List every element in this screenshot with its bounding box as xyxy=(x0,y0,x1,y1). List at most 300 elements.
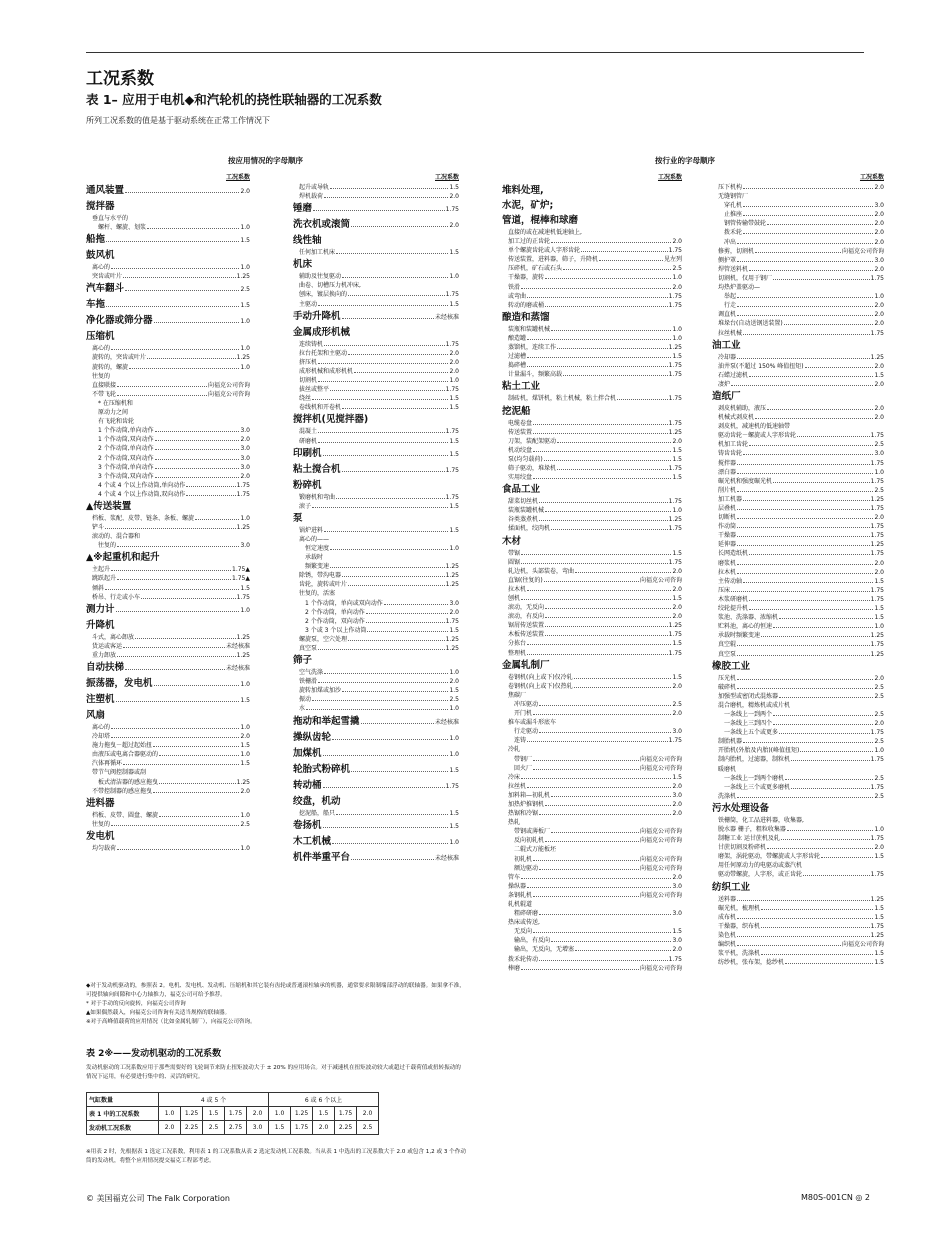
factor-row xyxy=(86,363,250,372)
row-label: 加工机器 xyxy=(718,495,743,503)
factor-value: 1.75 xyxy=(870,595,884,603)
factor-value: 2.0 xyxy=(874,720,884,728)
row-label: 均匀载荷 xyxy=(92,844,117,852)
row-label: 2 个作动筒,双向动作 xyxy=(98,454,154,462)
row-label: 除锈，带沟电器 xyxy=(299,572,342,580)
factor-row xyxy=(502,909,682,918)
factor-value: 2.5 xyxy=(672,700,682,708)
factor-value: 1.25 xyxy=(236,651,250,659)
dot-leader xyxy=(105,528,236,529)
factor-value: 2.0 xyxy=(874,311,884,319)
row-label: 拉木机 xyxy=(508,585,527,593)
row-label: 贮料池，离心的恒速 xyxy=(718,623,773,631)
row-label: 拔丝或整平 xyxy=(299,386,330,394)
factor-row xyxy=(502,873,682,882)
factor-row xyxy=(502,370,682,379)
dot-leader xyxy=(737,945,841,946)
factor-row xyxy=(502,228,682,237)
dot-leader xyxy=(767,409,873,410)
row-label: 成布机 xyxy=(718,913,737,921)
dot-leader xyxy=(544,581,639,582)
factor-row xyxy=(502,558,682,567)
factor-row xyxy=(86,541,250,550)
row-label: 无缝钢管厂 xyxy=(718,193,749,201)
dot-leader xyxy=(737,545,870,546)
dot-leader xyxy=(361,723,434,724)
dot-leader xyxy=(545,278,671,279)
factor-row xyxy=(712,468,884,477)
factor-value: 1.0 xyxy=(240,318,250,326)
factor-value: 3.0 xyxy=(672,728,682,736)
factor-value: 2.0 xyxy=(874,238,884,246)
factor-value: 1.75 xyxy=(236,490,250,498)
row-label: 长网造纸机 xyxy=(718,550,749,558)
factor-value: 1.75▲ xyxy=(232,575,250,583)
dot-leader xyxy=(366,613,449,614)
dot-leader xyxy=(324,345,445,346)
factor-value: 2.0 xyxy=(240,472,250,480)
row-label: 桥吊、行走或小车 xyxy=(92,593,141,601)
factor-value: 1.0 xyxy=(449,669,459,677)
factor-row xyxy=(293,644,459,653)
dot-leader xyxy=(153,746,239,747)
factor-value: 1.5 xyxy=(449,766,459,774)
factor-row xyxy=(293,677,459,686)
dot-leader xyxy=(123,277,236,278)
factor-row xyxy=(502,845,682,854)
row-label: 装瓶和装罐机械 xyxy=(508,325,551,333)
factor-value: 1.25 xyxy=(445,645,459,652)
factor-row xyxy=(712,949,884,958)
factor-row xyxy=(86,514,250,523)
row-label: 开门机 xyxy=(514,710,533,718)
category-row xyxy=(86,330,250,344)
dot-leader xyxy=(545,626,668,627)
row-label: 粗碎研磨 xyxy=(514,910,539,918)
column-1 xyxy=(86,173,250,853)
row-label: 车拖 xyxy=(86,299,106,311)
factor-row xyxy=(502,325,682,334)
factor-value: 2.0 xyxy=(874,184,884,191)
factor-row xyxy=(293,376,459,385)
dot-leader xyxy=(521,969,639,970)
factor-value: 1.75 xyxy=(870,329,884,337)
row-label: 真空泵 xyxy=(718,650,737,658)
dot-leader xyxy=(384,604,449,605)
factor-row xyxy=(712,825,884,834)
factor-value: 1.0 xyxy=(240,606,250,614)
category-row xyxy=(502,311,682,325)
factor-row xyxy=(712,728,884,737)
factor-value: 1.5 xyxy=(240,302,250,310)
dot-leader xyxy=(761,636,870,637)
dot-leader xyxy=(125,290,239,291)
dot-leader xyxy=(805,367,874,368)
dot-leader xyxy=(784,324,874,325)
dot-leader xyxy=(557,469,668,470)
group-4-5: 4 或 5 个 xyxy=(159,1093,269,1107)
dot-leader xyxy=(111,737,239,738)
factor-value: 3.0 xyxy=(240,427,250,435)
factor-value: 1.75 xyxy=(445,291,459,299)
dot-leader xyxy=(111,728,239,729)
factor-value: 1.0 xyxy=(449,544,459,552)
dot-leader xyxy=(135,638,236,639)
table-cell: 1.5 xyxy=(269,1121,291,1135)
factor-row xyxy=(293,526,459,535)
row-label: 实用绞盘 xyxy=(508,474,533,482)
table-cell: 1.0 xyxy=(159,1107,181,1121)
dot-leader xyxy=(551,941,671,942)
row-label: 木工机械 xyxy=(293,835,332,847)
factor-row xyxy=(86,272,250,281)
factor-row xyxy=(502,745,682,754)
column-3 xyxy=(502,173,682,973)
row-label: 过滤槽 xyxy=(508,353,527,361)
factor-value: 1.0 xyxy=(874,826,884,833)
factor-value: 见左列 xyxy=(663,256,682,264)
row-label: 档板、浆配、皮带、链条、条板、螺旋 xyxy=(92,514,195,522)
row-label: 曲卷、切槽压力机冲床, xyxy=(299,282,361,290)
dot-leader xyxy=(743,215,873,216)
factor-value: 2.0 xyxy=(240,787,250,795)
row-label: 冷却塔 xyxy=(92,733,111,741)
row-label: 2 个作动筒,单向动作 xyxy=(98,445,154,453)
dot-leader xyxy=(348,640,445,641)
factor-value: 1.0 xyxy=(449,734,459,742)
factor-row xyxy=(712,816,884,825)
category-row xyxy=(712,660,884,674)
group-6-plus: 6 或 6 个以上 xyxy=(269,1093,379,1107)
category-row xyxy=(502,380,682,394)
dot-leader xyxy=(533,433,668,434)
col-header: 工况系数 xyxy=(657,174,682,181)
dot-leader xyxy=(117,386,207,387)
factor-value: 1.75 xyxy=(870,586,884,594)
factor-row xyxy=(502,446,682,455)
dot-leader xyxy=(563,269,671,270)
table2-footnote: ※用表 2 时，先根据表 1 选定工况系数，利用表 1 的工况系数从表 2 选定发动机工况系数。当从表 1 中选出的工况系数大于 2.0 或包含 1,2 或 3 个作动筒的发动机，将整个应用情况提交福克工程部考虑。 xyxy=(86,1149,466,1164)
factor-row xyxy=(712,404,884,413)
factor-row xyxy=(502,649,682,658)
row-label: 压下机构 xyxy=(718,184,743,191)
row-label: 冷床 xyxy=(508,773,521,781)
factor-row xyxy=(293,349,459,358)
factor-value: 1.5 xyxy=(672,446,682,454)
factor-row xyxy=(86,532,250,541)
factor-row xyxy=(293,626,459,635)
factor-value: 1.5 xyxy=(240,742,250,750)
dot-leader xyxy=(737,918,873,919)
factor-row xyxy=(86,408,250,417)
row-label: 均热炉盖驱动— xyxy=(718,284,761,292)
row-label: 旋转的，突齿或叶片 xyxy=(92,354,147,362)
footnote: * 对于手动的反向旋转，向福克公司咨询 xyxy=(86,1001,186,1007)
factor-value: 2.0 xyxy=(672,283,682,291)
factor-row xyxy=(86,463,250,472)
category-row xyxy=(86,709,250,723)
factor-row xyxy=(86,481,250,490)
row-label: 碾光机和强度碾光机 xyxy=(718,477,773,485)
factor-row xyxy=(502,782,682,791)
factor-row xyxy=(712,274,884,283)
factor-value: 1.75 xyxy=(870,835,884,843)
factor-row xyxy=(86,584,250,593)
table-cell: 1.25 xyxy=(291,1107,313,1121)
factor-value: 1.5 xyxy=(874,371,884,379)
category-row xyxy=(86,314,250,329)
dot-leader xyxy=(539,502,668,503)
row-label-engine-factor: 发动机工况系数 xyxy=(87,1121,159,1135)
dot-leader xyxy=(306,709,448,710)
dot-leader xyxy=(330,390,445,391)
factor-value: 1.5 xyxy=(672,595,682,602)
factor-row xyxy=(502,891,682,900)
row-label: 板式清洁器的感应拖曳 xyxy=(98,778,159,786)
category-row xyxy=(86,233,250,248)
dot-leader xyxy=(749,609,873,610)
factor-value: 1.5 xyxy=(874,605,884,613)
row-label: 碾光机，梳理机 xyxy=(718,904,761,912)
factor-value: 1.0 xyxy=(449,750,459,758)
factor-value: 1.5 xyxy=(449,687,459,695)
dot-leader xyxy=(521,599,671,600)
row-label: 金属轧制厂 xyxy=(502,659,550,671)
row-label: 用任何原动力的电驱动或蒸汽机 xyxy=(718,862,803,870)
factor-value: 1.75 xyxy=(236,593,250,601)
factor-row xyxy=(293,183,459,192)
row-label: 传送装置 xyxy=(508,428,533,436)
dot-leader xyxy=(521,563,668,564)
dot-leader xyxy=(743,233,873,234)
category-row xyxy=(86,661,250,676)
factor-row xyxy=(86,399,250,408)
factor-value: 1.0 xyxy=(449,273,459,281)
row-label: 空气洗涤 xyxy=(299,669,324,677)
dot-leader xyxy=(342,318,434,319)
category-row xyxy=(293,851,459,866)
factor-row xyxy=(712,431,884,440)
row-label: 由液压或电离合器驱动的 xyxy=(92,751,159,759)
factor-row xyxy=(502,900,682,909)
factor-value: 1.25 xyxy=(870,495,884,503)
row-label: 一条线上一到两个磨机 xyxy=(724,774,785,782)
factor-row xyxy=(502,700,682,709)
factor-value: 1.5 xyxy=(874,853,884,861)
factor-row xyxy=(293,272,459,281)
row-label: 斗式，离心卸放 xyxy=(92,633,135,641)
category-row xyxy=(502,214,682,228)
factor-value: 2.0 xyxy=(240,436,250,444)
row-label: 直接联接 xyxy=(92,381,117,389)
factor-row xyxy=(293,427,459,436)
factor-row xyxy=(86,214,250,223)
dot-leader xyxy=(755,418,873,419)
category-row xyxy=(293,835,459,850)
row-label: 汽体再循环 xyxy=(92,760,123,768)
row-label: 铁滑 xyxy=(508,283,521,291)
row-label: 制糖工业 运甘蔗机及轧 xyxy=(718,835,780,843)
row-label: 旋转的，螺旋 xyxy=(92,363,129,371)
factor-row xyxy=(712,774,884,783)
row-label: 施力拖曳－超过起始扭 xyxy=(92,742,153,750)
category-row xyxy=(502,535,682,549)
factor-value: 1.25 xyxy=(870,650,884,658)
row-label: 筛子 xyxy=(293,655,313,667)
row-label: 振荡器，发电机 xyxy=(86,678,153,689)
factor-value: 1.0 xyxy=(874,623,884,631)
dot-leader xyxy=(574,678,672,679)
factor-row xyxy=(86,372,250,381)
factor-row xyxy=(293,535,459,544)
factor-value: 1.75 xyxy=(668,247,682,255)
factor-row xyxy=(712,210,884,219)
dot-leader xyxy=(318,682,448,683)
dot-leader xyxy=(527,887,671,888)
row-label: 直锯(往复的) xyxy=(508,576,543,584)
factor-row xyxy=(502,827,682,836)
row-label: 往复的，活塞 xyxy=(299,590,336,598)
factor-value: 1.75 xyxy=(870,783,884,791)
factor-value: 1.0 xyxy=(240,264,250,272)
row-label: 不带飞轮 xyxy=(92,390,117,398)
row-label: 加工过的正齿轮 xyxy=(508,238,551,246)
dot-leader xyxy=(803,875,870,876)
factor-value: 1.0 xyxy=(240,844,250,852)
factor-row xyxy=(293,571,459,580)
dot-leader xyxy=(781,839,870,840)
category-row xyxy=(86,551,250,565)
factor-value: 2.0 xyxy=(449,678,459,686)
factor-row xyxy=(293,580,459,589)
factor-value: 2.0 xyxy=(672,873,682,881)
row-label: 切割机，仅用于钢厂 xyxy=(718,274,773,282)
row-label: 磨架，涡轮驱动，带螺旋或人字形齿轮 xyxy=(718,853,821,861)
factor-value: 1.75 xyxy=(445,782,459,790)
factor-value: 2.0 xyxy=(672,782,682,790)
row-label: 行走驱动 xyxy=(514,728,539,736)
factor-row xyxy=(293,367,459,376)
factor-row xyxy=(86,741,250,750)
factor-row xyxy=(712,913,884,922)
row-label: 焦碳厂 xyxy=(508,691,527,699)
row-label: 蒸馏机，连续工作 xyxy=(508,344,557,352)
factor-row xyxy=(712,495,884,504)
row-label: 加煤机 xyxy=(293,747,322,759)
dot-leader xyxy=(521,554,671,555)
factor-value: 1.5 xyxy=(449,249,459,257)
factor-row xyxy=(293,589,459,598)
row-label: 无反向 xyxy=(514,928,533,936)
table2-description: 发动机驱动的工况系数应用于那些需要好的飞轮调节来防止扭矩波动大于 ± 20% 的应用场合。对于减速机在扭矩波动较大或超过千载荷值或扭转振动的情况下运用，有必要进行集中的、灵活的研究。 xyxy=(86,1065,461,1080)
row-label: 堆料处理, xyxy=(502,185,544,196)
factor-row xyxy=(502,473,682,482)
factor-row xyxy=(502,576,682,585)
row-label: 行走 xyxy=(724,302,737,310)
dot-leader xyxy=(159,755,239,756)
dot-leader xyxy=(348,354,448,355)
table-cell: 2.0 xyxy=(357,1107,379,1121)
factor-row xyxy=(712,486,884,495)
factor-row xyxy=(502,437,682,446)
factor-row xyxy=(712,631,884,640)
factor-value: 3.0 xyxy=(240,454,250,462)
factor-value: 1.5 xyxy=(874,904,884,912)
factor-value: 2.0 xyxy=(672,437,682,445)
row-label: 压床 xyxy=(718,586,731,594)
factor-row xyxy=(712,931,884,940)
footnotes xyxy=(86,982,466,1027)
factor-value: 2.5 xyxy=(874,774,884,782)
row-label: 离心的 xyxy=(92,345,111,353)
factor-row xyxy=(86,820,250,829)
category-row xyxy=(293,654,459,668)
row-label: 冲出 xyxy=(724,238,737,246)
row-label: 净化器或筛分器 xyxy=(86,315,153,327)
dot-leader xyxy=(581,251,668,252)
factor-value: 2.0 xyxy=(672,946,682,954)
factor-row xyxy=(86,633,250,642)
factor-value: 2.0 xyxy=(874,568,884,576)
dot-leader xyxy=(551,832,639,833)
factor-value: 1.25 xyxy=(236,273,250,281)
factor-row xyxy=(712,301,884,310)
factor-row xyxy=(86,454,250,463)
dot-leader xyxy=(737,297,873,298)
row-label: 连铸 xyxy=(514,737,527,745)
dot-leader xyxy=(111,349,239,350)
dot-leader xyxy=(318,363,448,364)
dot-leader xyxy=(539,914,671,915)
factor-value: 1.5 xyxy=(449,502,459,510)
factor-value: 2.0 xyxy=(874,414,884,422)
dot-leader xyxy=(323,455,449,456)
factor-value: 1.75 xyxy=(870,922,884,930)
factor-value: 1.75 xyxy=(668,498,682,506)
factor-row xyxy=(502,506,682,515)
factor-value: 1.0 xyxy=(240,363,250,371)
category-row xyxy=(293,413,459,427)
factor-row xyxy=(712,183,884,192)
row-label: 搅拌机(见搅拌器) xyxy=(293,414,369,426)
factor-value: 1.0 xyxy=(672,334,682,342)
factor-row xyxy=(86,444,250,453)
dot-leader xyxy=(574,687,672,688)
factor-row xyxy=(293,300,459,309)
factor-row xyxy=(86,844,250,853)
factor-row xyxy=(712,283,884,292)
table-cell: 3.0 xyxy=(247,1121,269,1135)
factor-row xyxy=(502,603,682,612)
factor-row xyxy=(293,704,459,713)
row-label: 粘土搅合机 xyxy=(293,463,341,475)
factor-row xyxy=(712,310,884,319)
factor-value: 1.75 xyxy=(445,428,459,436)
factor-row xyxy=(712,319,884,328)
factor-value: 3.0 xyxy=(672,791,682,799)
row-label: 酿造和蒸馏 xyxy=(502,311,550,323)
factor-row xyxy=(712,353,884,362)
category-row xyxy=(293,447,459,462)
factor-value: 1.75 xyxy=(445,493,459,501)
factor-row xyxy=(86,426,250,435)
row-label: 钢管传输带鼓轮 xyxy=(724,220,767,228)
factor-row xyxy=(712,504,884,513)
dot-leader xyxy=(117,579,231,580)
dot-leader xyxy=(323,787,445,788)
row-label: 木浆研磨机 xyxy=(718,595,749,603)
factor-value: 2.0 xyxy=(874,302,884,310)
